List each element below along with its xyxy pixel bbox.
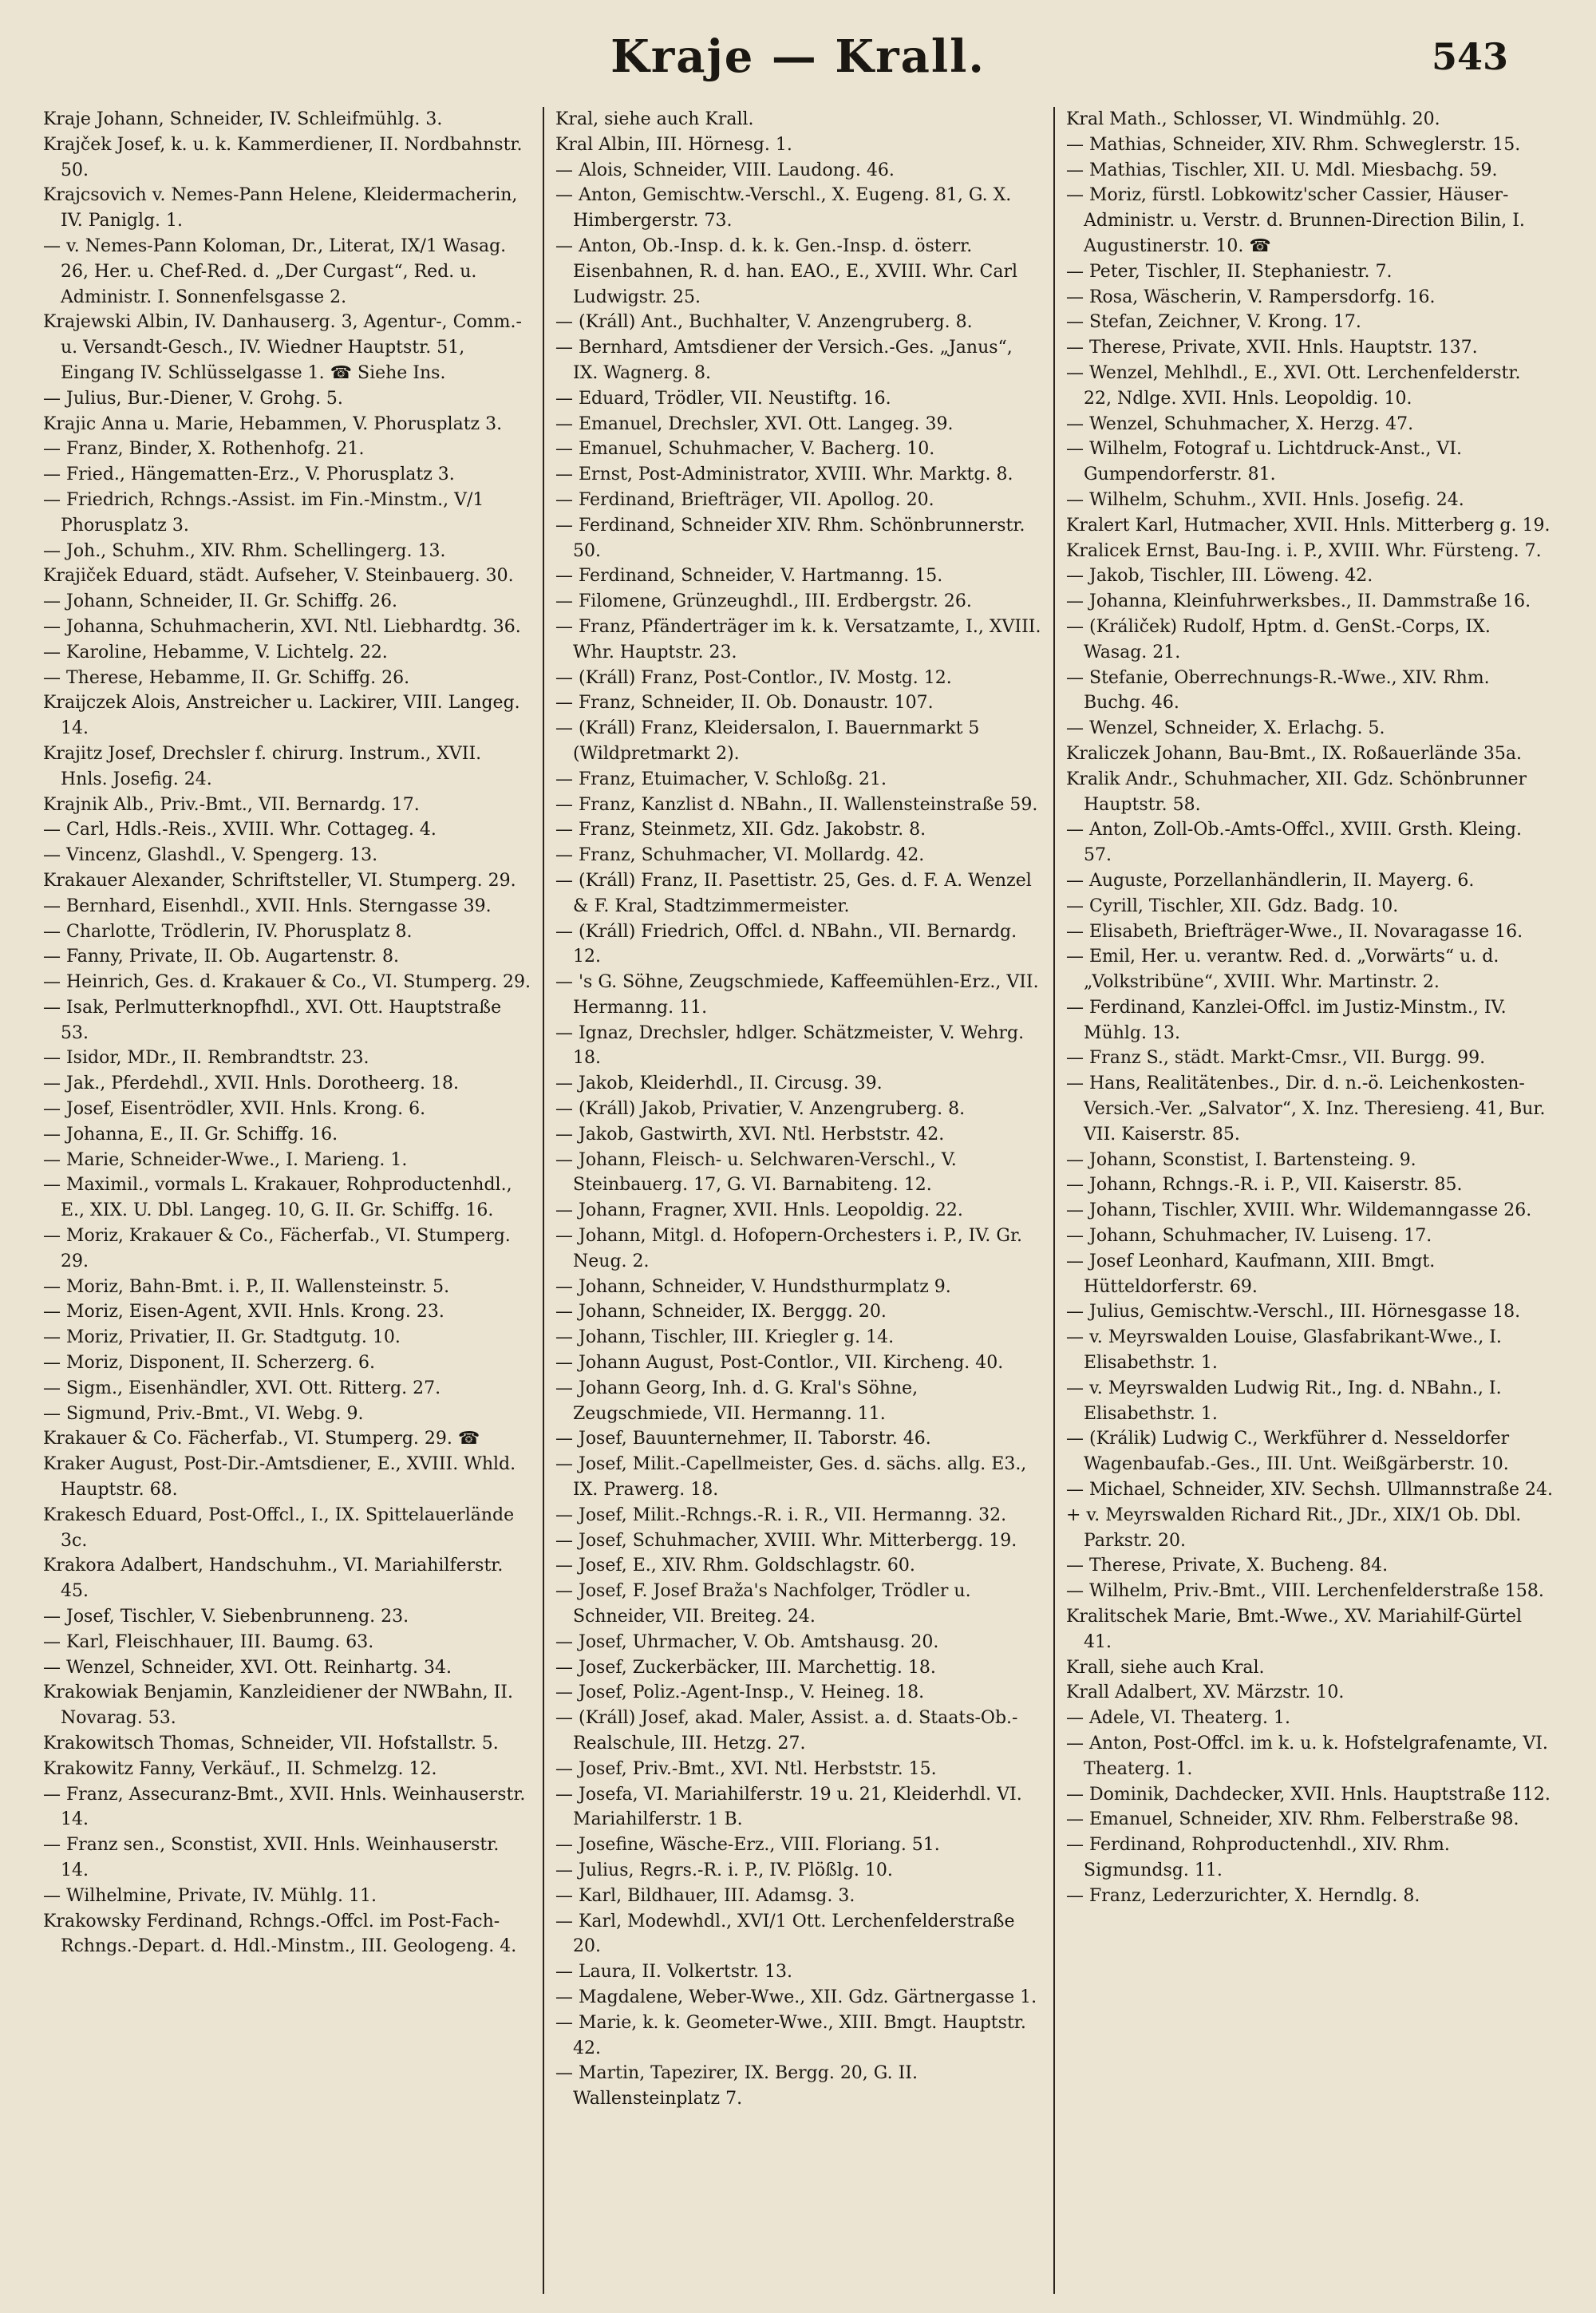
directory-entry: — Mathias, Tischler, XII. U. Mdl. Miesbachg. 59.: [1066, 160, 1498, 180]
directory-entry: Krakauer Alexander, Schriftsteller, VI. Stumperg. 29.: [43, 870, 516, 891]
directory-entry: — Franz, Pfänderträger im k. k. Versatzamte, I., XVIII. Whr. Hauptstr. 23.: [555, 616, 1041, 662]
directory-entry: — Moriz, Disponent, II. Scherzerg. 6.: [43, 1353, 376, 1374]
directory-entry: — Karoline, Hebamme, V. Lichtelg. 22.: [43, 642, 388, 662]
directory-entry: — Michael, Schneider, XIV. Sechsh. Ullmannstraße 24.: [1066, 1480, 1553, 1500]
directory-entry: — Ferdinand, Briefträger, VII. Apollog. 20.: [555, 489, 934, 510]
directory-entry: — Fried., Hängematten-Erz., V. Phorusplatz 3.: [43, 465, 455, 485]
directory-entry: — Wenzel, Schneider, XVI. Ott. Reinhartg. 34.: [43, 1657, 452, 1678]
directory-entry: — Franz, Etuimacher, V. Schloßg. 21.: [555, 769, 887, 789]
directory-entry: — Wenzel, Schneider, X. Erlachg. 5.: [1066, 718, 1385, 739]
directory-entry: — Josefine, Wäsche-Erz., VIII. Floriang. 51.: [555, 1835, 940, 1856]
directory-entry: — Eduard, Trödler, VII. Neustiftg. 16.: [555, 388, 891, 409]
directory-entry: — Bernhard, Eisenhdl., XVII. Hnls. Sterngasse 39.: [43, 896, 492, 916]
directory-entry: — Anton, Gemischtw.-Verschl., X. Eugeng. 81, G. X. Himbergerstr. 73.: [555, 185, 1012, 231]
directory-entry: — Johanna, Kleinfuhrwerksbes., II. Dammstraße 16.: [1066, 591, 1531, 612]
directory-entry: — (Králl) Josef, akad. Maler, Assist. a. d. Staats-Ob.-Realschule, III. Hetzg. 27.: [555, 1708, 1018, 1754]
directory-entry: — Johanna, Schuhmacherin, XVI. Ntl. Liebhardtg. 36.: [43, 616, 521, 637]
directory-entry: — Ignaz, Drechsler, hdlger. Schätzmeister, V. Wehrg. 18.: [555, 1022, 1025, 1069]
directory-entry: — (Králiček) Rudolf, Hptm. d. GenSt.-Corps, IX. Wasag. 21.: [1066, 616, 1491, 662]
directory-entry: Krajitz Josef, Drechsler f. chirurg. Instrum., XVII. Hnls. Josefig. 24.: [43, 743, 482, 789]
directory-entry: — Franz, Kanzlist d. NBahn., II. Wallensteinstraße 59.: [555, 794, 1038, 815]
directory-entry: — Ferdinand, Rohproductenhdl., XIV. Rhm. Sigmundsg. 11.: [1066, 1835, 1450, 1880]
directory-entry: — Moriz, Krakauer & Co., Fächerfab., VI. Stumperg. 29.: [43, 1226, 511, 1271]
directory-entry: — Johann, Tischler, XVIII. Whr. Wildemanngasse 26.: [1066, 1200, 1532, 1221]
directory-entry: — Josef, Bauunternehmer, II. Taborstr. 46.: [555, 1429, 931, 1449]
directory-entry: — Josef, Milit.-Rchngs.-R. i. R., VII. Hermanng. 32.: [555, 1504, 1007, 1525]
directory-entry: — Marie, Schneider-Wwe., I. Marieng. 1.: [43, 1149, 408, 1170]
directory-entry: Krakora Adalbert, Handschuhm., VI. Mariahilferstr. 45.: [43, 1556, 504, 1602]
directory-entry: — Johann, Fleisch- u. Selchwaren-Verschl., V. Steinbauerg. 17, G. VI. Barnabiteng. 12.: [555, 1149, 957, 1196]
directory-entry: — Josef, E., XIV. Rhm. Goldschlagstr. 60.: [555, 1556, 915, 1576]
directory-entry: — Martin, Tapezirer, IX. Bergg. 20, G. II. Wallensteinplatz 7.: [555, 2063, 918, 2109]
directory-entry: — (Králl) Franz, II. Pasettistr. 25, Ges. d. F. A. Wenzel & F. Kral, Stadtzimmermeister.: [555, 870, 1032, 916]
directory-entry: — Isak, Perlmutterknopfhdl., XVI. Ott. Hauptstraße 53.: [43, 997, 502, 1043]
directory-entry: — Dominik, Dachdecker, XVII. Hnls. Hauptstraße 112.: [1066, 1784, 1551, 1805]
directory-entry: — Ernst, Post-Administrator, XVIII. Whr. Marktg. 8.: [555, 465, 1013, 485]
directory-entry: — Franz, Schuhmacher, VI. Mollardg. 42.: [555, 845, 925, 866]
directory-entry: Krajiček Eduard, städt. Aufseher, V. Steinbauerg. 30.: [43, 566, 514, 587]
directory-entry: — Josef, Milit.-Capellmeister, Ges. d. sächs. allg. E3., IX. Prawerg. 18.: [555, 1454, 1027, 1500]
directory-entry: — Jakob, Kleiderhdl., II. Circusg. 39.: [555, 1073, 883, 1094]
directory-entry: — Moriz, Bahn-Bmt. i. P., II. Wallensteinstr. 5.: [43, 1276, 450, 1297]
directory-entry: — Josef, Zuckerbäcker, III. Marchettig. 18.: [555, 1657, 936, 1678]
directory-entry: — Wilhelm, Fotograf u. Lichtdruck-Anst., VI. Gumpendorferstr. 81.: [1066, 439, 1462, 485]
directory-entry: — Karl, Fleischhauer, III. Baumg. 63.: [43, 1631, 374, 1652]
directory-entry: Kral, siehe auch Krall.: [555, 109, 754, 129]
directory-entry: — Johann, Schneider, V. Hundsthurmplatz 9.: [555, 1276, 951, 1297]
directory-entry: — Julius, Gemischtw.-Verschl., III. Hörnesgasse 18.: [1066, 1302, 1521, 1323]
directory-entry: — Auguste, Porzellanhändlerin, II. Mayerg. 6.: [1066, 870, 1475, 891]
directory-entry: — Anton, Zoll-Ob.-Amts-Offcl., XVIII. Grsth. Kleing. 57.: [1066, 820, 1522, 866]
directory-entry: Kraijczek Alois, Anstreicher u. Lackirer, VIII. Langeg. 14.: [43, 693, 520, 739]
directory-entry: — Heinrich, Ges. d. Krakauer & Co., VI. Stumperg. 29.: [43, 972, 531, 993]
directory-entry: Krajewski Albin, IV. Danhauserg. 3, Agentur-, Comm.- u. Versandt-Gesch., IV. Wiedner Hauptstr. 51, Eingang IV. Schlüsselgasse 1. ☎ Siehe Ins.: [43, 312, 522, 383]
directory-entry: Kral Math., Schlosser, VI. Windmühlg. 20.: [1066, 109, 1440, 129]
directory-entry: — Joh., Schuhm., XIV. Rhm. Schellingerg. 13.: [43, 540, 446, 561]
directory-columns: [32, 107, 1564, 2294]
directory-entry: — Ferdinand, Kanzlei-Offcl. im Justiz-Minstm., IV. Mühlg. 13.: [1066, 997, 1507, 1043]
directory-entry: — (Králl) Franz, Kleidersalon, I. Bauernmarkt 5 (Wildpretmarkt 2).: [555, 718, 980, 764]
directory-entry: — Josef, Eisentrödler, XVII. Hnls. Krong. 6.: [43, 1099, 426, 1120]
directory-entry: Krakowitsch Thomas, Schneider, VII. Hofstallstr. 5.: [43, 1734, 499, 1754]
directory-entry: — Franz S., städt. Markt-Cmsr., VII. Burgg. 99.: [1066, 1048, 1486, 1069]
directory-entry: — Cyrill, Tischler, XII. Gdz. Badg. 10.: [1066, 896, 1399, 916]
directory-entry: — Julius, Bur.-Diener, V. Grohg. 5.: [43, 388, 343, 409]
directory-entry: — Moriz, Privatier, II. Gr. Stadtgutg. 10.: [43, 1327, 401, 1348]
running-head: [0, 22, 1596, 110]
directory-entry: — Johann, Schneider, II. Gr. Schiffg. 26.: [43, 591, 397, 612]
directory-entry: — Jakob, Tischler, III. Löweng. 42.: [1066, 566, 1373, 587]
directory-entry: — Alois, Schneider, VIII. Laudong. 46.: [555, 160, 895, 180]
directory-entry: Krajnik Alb., Priv.-Bmt., VII. Bernardg. 17.: [43, 794, 420, 815]
directory-entry: — Jakob, Gastwirth, XVI. Ntl. Herbststr. 42.: [555, 1124, 945, 1145]
directory-entry: — v. Nemes-Pann Koloman, Dr., Literat, IX/1 Wasag. 26, Her. u. Chef-Red. d. „Der Curgast“, Red. u. Administr. I. Sonnenfelsgasse 2.: [43, 235, 507, 307]
directory-entry: — Laura, II. Volkertstr. 13.: [555, 1962, 792, 1983]
directory-entry: Krakauer & Co. Fächerfab., VI. Stumperg. 29. ☎: [43, 1429, 480, 1449]
directory-entry: Kral Albin, III. Hörnesg. 1.: [555, 134, 792, 155]
directory-entry: — Wilhelm, Priv.-Bmt., VIII. Lerchenfelderstraße 158.: [1066, 1581, 1544, 1602]
directory-entry: — Emanuel, Drechsler, XVI. Ott. Langeg. 39.: [555, 413, 954, 434]
directory-entry: — Franz, Schneider, II. Ob. Donaustr. 107.: [555, 693, 934, 714]
directory-entry: — (Králl) Ant., Buchhalter, V. Anzengruberg. 8.: [555, 312, 973, 333]
directory-entry: — Wenzel, Schuhmacher, X. Herzg. 47.: [1066, 413, 1414, 434]
directory-entry: Kralert Karl, Hutmacher, XVII. Hnls. Mitterberg g. 19.: [1066, 515, 1551, 536]
directory-entry: Kralitschek Marie, Bmt.-Wwe., XV. Mariahilf-Gürtel 41.: [1066, 1607, 1523, 1652]
directory-entry: — v. Meyrswalden Ludwig Rit., Ing. d. NBahn., I. Elisabethstr. 1.: [1066, 1378, 1502, 1424]
directory-entry: — Johann Georg, Inh. d. G. Kral's Söhne, Zeugschmiede, VII. Hermanng. 11.: [555, 1378, 918, 1424]
column-3: [1053, 107, 1564, 2294]
directory-entry: — Johann, Schneider, IX. Berggg. 20.: [555, 1302, 887, 1323]
directory-entry: Krall Adalbert, XV. Märzstr. 10.: [1066, 1682, 1345, 1703]
directory-entry: Kralicek Ernst, Bau-Ing. i. P., XVIII. Whr. Fürsteng. 7.: [1066, 540, 1542, 561]
directory-entry: — Franz, Steinmetz, XII. Gdz. Jakobstr. 8.: [555, 820, 926, 840]
directory-entry: — Wenzel, Mehlhdl., E., XVI. Ott. Lerchenfelderstr. 22, Ndlge. XVII. Hnls. Leopoldig. 10.: [1066, 362, 1521, 409]
directory-entry: Krajic Anna u. Marie, Hebammen, V. Phorusplatz 3.: [43, 413, 503, 434]
directory-entry: Krakesch Eduard, Post-Offcl., I., IX. Spittelauerlände 3c.: [43, 1504, 515, 1551]
directory-entry: — Karl, Modewhdl., XVI/1 Ott. Lerchenfelderstraße 20.: [555, 1911, 1015, 1957]
column-2: [543, 107, 1053, 2294]
directory-entry: — Franz, Assecuranz-Bmt., XVII. Hnls. Weinhauserstr. 14.: [43, 1784, 526, 1830]
directory-entry: — Isidor, MDr., II. Rembrandtstr. 23.: [43, 1048, 369, 1069]
directory-entry: — Fanny, Private, II. Ob. Augartenstr. 8.: [43, 947, 399, 967]
directory-entry: Krajček Josef, k. u. k. Kammerdiener, II. Nordbahnstr. 50.: [43, 134, 523, 180]
directory-entry: — Therese, Hebamme, II. Gr. Schiffg. 26.: [43, 667, 410, 688]
directory-entry: Krajcsovich v. Nemes-Pann Helene, Kleidermacherin, IV. Paniglg. 1.: [43, 185, 518, 231]
directory-entry: — Vincenz, Glashdl., V. Spengerg. 13.: [43, 845, 378, 866]
directory-entry: — Johann, Tischler, III. Kriegler g. 14.: [555, 1327, 895, 1348]
directory-entry: — Therese, Private, XVII. Hnls. Hauptstr. 137.: [1066, 338, 1478, 358]
directory-entry: — Josef, Uhrmacher, V. Ob. Amtshausg. 20.: [555, 1631, 939, 1652]
directory-entry: — Anton, Ob.-Insp. d. k. k. Gen.-Insp. d. österr. Eisenbahnen, R. d. han. EAO., E., XVIII. Whr. Carl Ludwigstr. 25.: [555, 235, 1018, 307]
directory-entry: — Josef, Tischler, V. Siebenbrunneng. 23.: [43, 1607, 409, 1627]
directory-entry: — Carl, Hdls.-Reis., XVIII. Whr. Cottageg. 4.: [43, 820, 437, 840]
directory-entry: Kraliczek Johann, Bau-Bmt., IX. Roßauerlände 35a.: [1066, 743, 1522, 764]
directory-entry: — Johann, Schuhmacher, IV. Luiseng. 17.: [1066, 1226, 1432, 1247]
directory-entry: — Johanna, E., II. Gr. Schiffg. 16.: [43, 1124, 338, 1145]
directory-entry: — 's G. Söhne, Zeugschmiede, Kaffeemühlen-Erz., VII. Hermanng. 11.: [555, 972, 1039, 1018]
directory-entry: — Stefanie, Oberrechnungs-R.-Wwe., XIV. Rhm. Buchg. 46.: [1066, 667, 1490, 714]
directory-entry: — Josef, F. Josef Braža's Nachfolger, Trödler u. Schneider, VII. Breiteg. 24.: [555, 1581, 971, 1627]
directory-entry: — Josef, Schuhmacher, XVIII. Whr. Mitterbergg. 19.: [555, 1530, 1017, 1551]
directory-entry: — Johann, Sconstist, I. Bartensteing. 9.: [1066, 1149, 1416, 1170]
directory-entry: — Mathias, Schneider, XIV. Rhm. Schweglerstr. 15.: [1066, 134, 1521, 155]
directory-entry: — Elisabeth, Briefträger-Wwe., II. Novaragasse 16.: [1066, 921, 1523, 942]
directory-entry: — Jak., Pferdehdl., XVII. Hnls. Dorotheerg. 18.: [43, 1073, 459, 1094]
column-1: [32, 107, 543, 2294]
directory-entry: — Karl, Bildhauer, III. Adamsg. 3.: [555, 1885, 855, 1906]
directory-entry: — Wilhelm, Schuhm., XVII. Hnls. Josefig. 24.: [1066, 489, 1464, 510]
directory-entry: — Adele, VI. Theaterg. 1.: [1066, 1708, 1291, 1729]
directory-entry: — Emanuel, Schuhmacher, V. Bacherg. 10.: [555, 439, 935, 460]
directory-entry: — Julius, Regrs.-R. i. P., IV. Plößlg. 10.: [555, 1860, 893, 1880]
directory-entry: — Sigm., Eisenhändler, XVI. Ott. Ritterg. 27.: [43, 1378, 441, 1398]
directory-entry: — Anton, Post-Offcl. im k. u. k. Hofstelgrafenamte, VI. Theaterg. 1.: [1066, 1734, 1548, 1779]
directory-entry: — Franz, Lederzurichter, X. Herndlg. 8.: [1066, 1885, 1420, 1906]
directory-entry: — Johann August, Post-Contlor., VII. Kircheng. 40.: [555, 1353, 1004, 1374]
directory-entry: — Josef, Priv.-Bmt., XVI. Ntl. Herbststr. 15.: [555, 1758, 937, 1779]
directory-entry: — Johann, Fragner, XVII. Hnls. Leopoldig. 22.: [555, 1200, 963, 1221]
directory-entry: — Ferdinand, Schneider, V. Hartmanng. 15.: [555, 566, 943, 587]
directory-entry: — (Králl) Friedrich, Offcl. d. NBahn., VII. Bernardg. 12.: [555, 921, 1017, 967]
directory-entry: — Emil, Her. u. verantw. Red. d. „Vorwärts“ u. d. „Volkstribüne“, XVIII. Whr. Martinstr. 2.: [1066, 947, 1499, 993]
directory-entry: — Sigmund, Priv.-Bmt., VI. Webg. 9.: [43, 1403, 364, 1424]
directory-entry: Krakowiak Benjamin, Kanzleidiener der NWBahn, II. Novarag. 53.: [43, 1682, 513, 1729]
directory-entry: — Charlotte, Trödlerin, IV. Phorusplatz 8.: [43, 921, 413, 942]
directory-entry: — Emanuel, Schneider, XIV. Rhm. Felberstraße 98.: [1066, 1809, 1519, 1830]
directory-entry: — Friedrich, Rchngs.-Assist. im Fin.-Minstm., V/1 Phorusplatz 3.: [43, 489, 484, 536]
directory-entry: — Ferdinand, Schneider XIV. Rhm. Schönbrunnerstr. 50.: [555, 515, 1025, 561]
directory-entry: — Rosa, Wäscherin, V. Rampersdorfg. 16.: [1066, 287, 1436, 307]
directory-entry: — Hans, Realitätenbes., Dir. d. n.-ö. Leichenkosten-Versich.-Ver. „Salvator“, X. Inz. Theresieng. 41, Bur. VII. Kaiserstr. 85.: [1066, 1073, 1546, 1145]
directory-entry: — Josef Leonhard, Kaufmann, XIII. Bmgt. Hütteldorferstr. 69.: [1066, 1251, 1436, 1297]
directory-entry: Kraker August, Post-Dir.-Amtsdiener, E., XVIII. Whld. Hauptstr. 68.: [43, 1454, 516, 1500]
directory-entry: — Moriz, Eisen-Agent, XVII. Hnls. Krong. 23.: [43, 1302, 444, 1323]
directory-entry: — Stefan, Zeichner, V. Krong. 17.: [1066, 312, 1361, 333]
directory-entry: Kraje Johann, Schneider, IV. Schleifmühlg. 3.: [43, 109, 443, 129]
directory-entry: — Bernhard, Amtsdiener der Versich.-Ges. „Janus“, IX. Wagnerg. 8.: [555, 338, 1013, 383]
directory-entry: Kralik Andr., Schuhmacher, XII. Gdz. Schönbrunner Hauptstr. 58.: [1066, 769, 1527, 815]
directory-entry: — Peter, Tischler, II. Stephaniestr. 7.: [1066, 261, 1393, 282]
directory-entry: Krakowitz Fanny, Verkäuf., II. Schmelzg. 12.: [43, 1758, 437, 1779]
directory-entry: — Filomene, Grünzeughdl., III. Erdbergstr. 26.: [555, 591, 972, 612]
directory-entry: — (Králik) Ludwig C., Werkführer d. Nesseldorfer Wagenbaufab.-Ges., III. Unt. Weißgärberstr. 10.: [1066, 1429, 1510, 1475]
directory-entry: — Josefa, VI. Mariahilferstr. 19 u. 21, Kleiderhdl. VI. Mariahilferstr. 1 B.: [555, 1784, 1022, 1830]
page-number: 543: [1431, 35, 1508, 78]
directory-entry: — Magdalene, Weber-Wwe., XII. Gdz. Gärtnergasse 1.: [555, 1987, 1037, 2007]
directory-entry: — Marie, k. k. Geometer-Wwe., XIII. Bmgt. Hauptstr. 42.: [555, 2012, 1026, 2058]
directory-entry: — Franz, Binder, X. Rothenhofg. 21.: [43, 439, 365, 460]
directory-entry: — Moriz, fürstl. Lobkowitz'scher Cassier, Häuser-Administr. u. Verstr. d. Brunnen-Direction Bilin, I. Augustinerstr. 10. ☎: [1066, 185, 1525, 256]
directory-entry: — Johann, Rchngs.-R. i. P., VII. Kaiserstr. 85.: [1066, 1175, 1463, 1196]
directory-entry: — Maximil., vormals L. Krakauer, Rohproductenhdl., E., XIX. U. Dbl. Langeg. 10, G. II. Gr. Schiffg. 16.: [43, 1175, 512, 1221]
directory-entry: — Franz sen., Sconstist, XVII. Hnls. Weinhauserstr. 14.: [43, 1835, 500, 1880]
directory-entry: Krakowsky Ferdinand, Rchngs.-Offcl. im Post-Fach-Rchngs.-Depart. d. Hdl.-Minstm., III. Geologeng. 4.: [43, 1911, 517, 1957]
directory-entry: — Johann, Mitgl. d. Hofopern-Orchesters i. P., IV. Gr. Neug. 2.: [555, 1226, 1023, 1271]
directory-entry: — Therese, Private, X. Bucheng. 84.: [1066, 1556, 1389, 1576]
directory-entry: — (Králl) Franz, Post-Contlor., IV. Mostg. 12.: [555, 667, 952, 688]
directory-entry: — Josef, Poliz.-Agent-Insp., V. Heineg. 18.: [555, 1682, 925, 1703]
directory-entry: — v. Meyrswalden Louise, Glasfabrikant-Wwe., I. Elisabethstr. 1.: [1066, 1327, 1502, 1374]
directory-entry: Krall, siehe auch Kral.: [1066, 1657, 1265, 1678]
page-title: Kraje — Krall.: [610, 30, 986, 83]
directory-entry: — Wilhelmine, Private, IV. Mühlg. 11.: [43, 1885, 377, 1906]
directory-entry: + v. Meyrswalden Richard Rit., JDr., XIX/1 Ob. Dbl. Parkstr. 20.: [1066, 1504, 1522, 1551]
directory-entry: — (Králl) Jakob, Privatier, V. Anzengruberg. 8.: [555, 1099, 966, 1120]
